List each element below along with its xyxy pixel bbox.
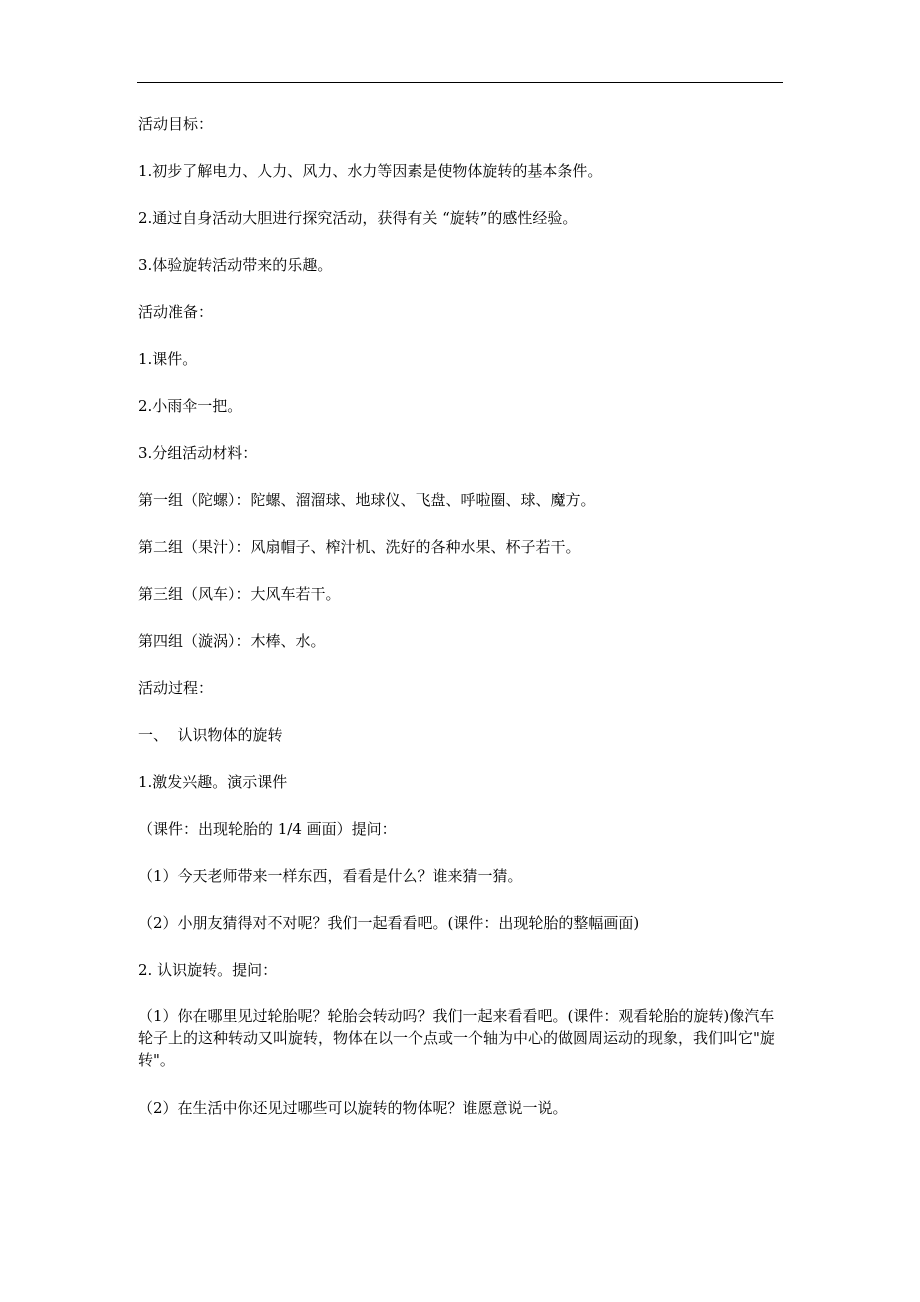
section-heading-goals: 活动目标： — [138, 115, 214, 133]
section-heading-preparation: 活动准备： — [138, 303, 214, 321]
process-step-2: 2. 认识旋转。提问： — [138, 961, 278, 979]
goal-item-2: 2.通过自身活动大胆进行探究活动，获得有关 “旋转”的感性经验。 — [138, 209, 578, 227]
process-step-2-question-1: （1）你在哪里见过轮胎呢？轮胎会转动吗？我们一起来看看吧。(课件：观看轮胎的旋转)像汽车轮子上的这种转动又叫旋转，物体在以一个点或一个轴为中心的做圆周运动的现象，我们叫它"旋转"。 — [138, 1007, 775, 1069]
group-3-materials: 第三组（风车）：大风车若干。 — [138, 585, 341, 603]
document-body — [138, 114, 788, 1118]
goal-item-1: 1.初步了解电力、人力、风力、水力等因素是使物体旋转的基本条件。 — [138, 162, 603, 180]
preparation-item-2: 2.小雨伞一把。 — [138, 397, 243, 415]
goal-item-3: 3.体验旋转活动带来的乐趣。 — [138, 256, 333, 274]
process-step-1-question-2: （2）小朋友猜得对不对呢？我们一起看看吧。(课件：出现轮胎的整幅画面) — [138, 914, 640, 932]
group-2-materials: 第二组（果汁）：风扇帽子、榨汁机、洗好的各种水果、杯子若干。 — [138, 538, 581, 556]
process-step-2-question-2: （2）在生活中你还见过哪些可以旋转的物体呢？谁愿意说一说。 — [138, 1099, 568, 1117]
process-step-1-question-1: （1）今天老师带来一样东西，看看是什么？谁来猜一猜。 — [138, 867, 523, 885]
section-heading-process: 活动过程： — [138, 679, 214, 697]
process-step-1: 1.激发兴趣。演示课件 — [138, 773, 288, 791]
group-1-materials: 第一组（陀螺）：陀螺、溜溜球、地球仪、飞盘、呼啦圈、球、魔方。 — [138, 491, 596, 509]
process-step-1-note: （课件：出现轮胎的 1/4 画面）提问： — [138, 820, 397, 838]
preparation-item-1: 1.课件。 — [138, 350, 198, 368]
group-4-materials: 第四组（漩涡）：木棒、水。 — [138, 632, 326, 650]
header-rule — [137, 82, 783, 83]
preparation-item-3: 3.分组活动材料： — [138, 444, 258, 462]
process-part-1-heading: 一、 认识物体的旋转 — [138, 726, 283, 744]
